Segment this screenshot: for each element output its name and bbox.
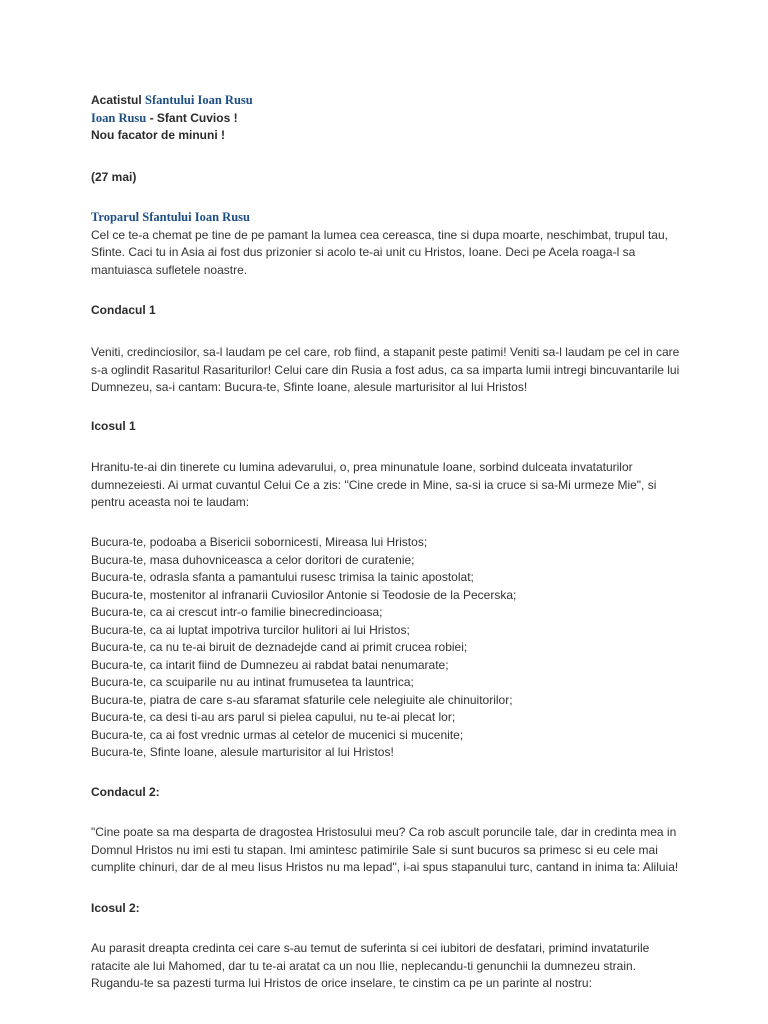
verse-line: Bucura-te, ca ai crescut intr-o familie binecredincioasa; xyxy=(91,605,383,619)
condacul2-text: "Cine poate sa ma desparta de dragostea Hristosului meu? Ca rob ascult poruncile tale, dar in credinta mea in Domnul Hristos nu imi esti tu stapan. Imi amintesc patimirile Sale si sunt bucuros sa primesc si eu cele mai cumplite chinuri, dar de al meu Iisus Hristos nu ma lepad", i-ai spus stapanului turc, cantand in inima ta: Aliluia! xyxy=(91,825,679,874)
icosul2-text: Au parasit dreapta credinta cei care s-au temut de suferinta si cei iubitori de desfatari, primind invataturile ratacite ale lui Mahomed, dar tu te-ai aratat ca un nou Ilie, neplecandu-ti genunchii la dumnezeu strain. Rugandu-te sa pazesti turma lui Hristos de orice inselare, te cinstim ca pe un parinte al nostru: xyxy=(91,941,650,990)
verse-line: Bucura-te, ca desi ti-au ars parul si pielea capului, nu te-ai plecat lor; xyxy=(91,710,456,724)
condacul1-text: Veniti, credinciosilor, sa-l laudam pe cel care, rob fiind, a stapanit peste patimi! Veniti sa-l laudam pe cel in care s-a oglindit Rasaritul Rasariturilor! Celui care din Rusia a fost adus, ca sa imparta lumii intregi bincuvantarile lui Dumnezeu, sa-i cantam: Bucura-te, Sfinte Ioane, alesule marturisitor al lui Hristos! xyxy=(91,345,680,394)
header-tagline: Nou facator de minuni ! xyxy=(91,128,226,142)
verse-line: Bucura-te, piatra de care s-au sfaramat sfaturile cele nelegiuite ale chinuitorilor; xyxy=(91,692,513,707)
header-prefix: Acatistul xyxy=(91,93,142,107)
verse-line: Bucura-te, ca nu te-ai biruit de deznadejde cand ai primit crucea robiei; xyxy=(91,640,468,654)
feast-date: (27 mai) xyxy=(91,170,137,184)
verse-line: Bucura-te, Sfinte Ioane, alesule marturisitor al lui Hristos! xyxy=(91,745,394,759)
icosul1-heading: Icosul 1 xyxy=(91,419,136,433)
verse-line: Bucura-te, ca scuiparile nu au intinat frumusetea ta launtrica; xyxy=(91,675,414,689)
condacul2-heading: Condacul 2: xyxy=(91,785,160,799)
condacul1-heading: Condacul 1 xyxy=(91,303,156,317)
verse-line: Bucura-te, podoaba a Bisericii sobornicesti, Mireasa lui Hristos; xyxy=(91,535,428,549)
icosul2-heading: Icosul 2: xyxy=(91,901,140,915)
document-header xyxy=(91,92,681,145)
verse-line: Bucura-te, odrasla sfanta a pamantului rusesc trimisa la tainic apostolat; xyxy=(91,570,474,584)
verse-line: Bucura-te, ca ai fost vrednic urmas al cetelor de mucenici si mucenite; xyxy=(91,727,464,742)
troparul-title-link[interactable]: Troparul Sfantului Ioan Rusu xyxy=(91,210,250,224)
icosul1-verses xyxy=(91,534,681,762)
troparul-section xyxy=(91,209,681,279)
saint-name-link[interactable]: Ioan Rusu xyxy=(91,110,147,125)
verse-line: Bucura-te, mostenitor al infranarii Cuviosilor Antonie si Teodosie de la Pecerska; xyxy=(91,587,517,602)
header-subtitle: - Sfant Cuvios ! xyxy=(146,110,238,125)
icosul1-text: Hranitu-te-ai din tinerete cu lumina adevarului, o, prea minunatule Ioane, sorbind dulceata invataturilor dumnezeiesti. Ai urmat cuvantul Celui Ce a zis: "Cine crede in Mine, sa-si ia cruce si sa-Mi urmeze Mie", si pentru aceasta noi te laudam: xyxy=(91,460,657,509)
troparul-text: Cel ce te-a chemat pe tine de pe pamant la lumea cea cereasca, tine si dupa moarte, neschimbat, trupul tau, Sfinte. Caci tu in Asia ai fost dus prizonier si acolo te-ai unit cu Hristos, Ioane. Deci pe Acela roaga-l sa mantuiasca sufletele noastre. xyxy=(91,227,668,277)
saint-title-link[interactable]: Sfantului Ioan Rusu xyxy=(145,93,253,107)
verse-line: Bucura-te, masa duhovniceasca a celor doritori de curatenie; xyxy=(91,552,415,567)
verse-line: Bucura-te, ca intarit fiind de Dumnezeu ai rabdat batai nenumarate; xyxy=(91,657,449,672)
verse-line: Bucura-te, ca ai luptat impotriva turcilor hulitori ai lui Hristos; xyxy=(91,622,410,637)
